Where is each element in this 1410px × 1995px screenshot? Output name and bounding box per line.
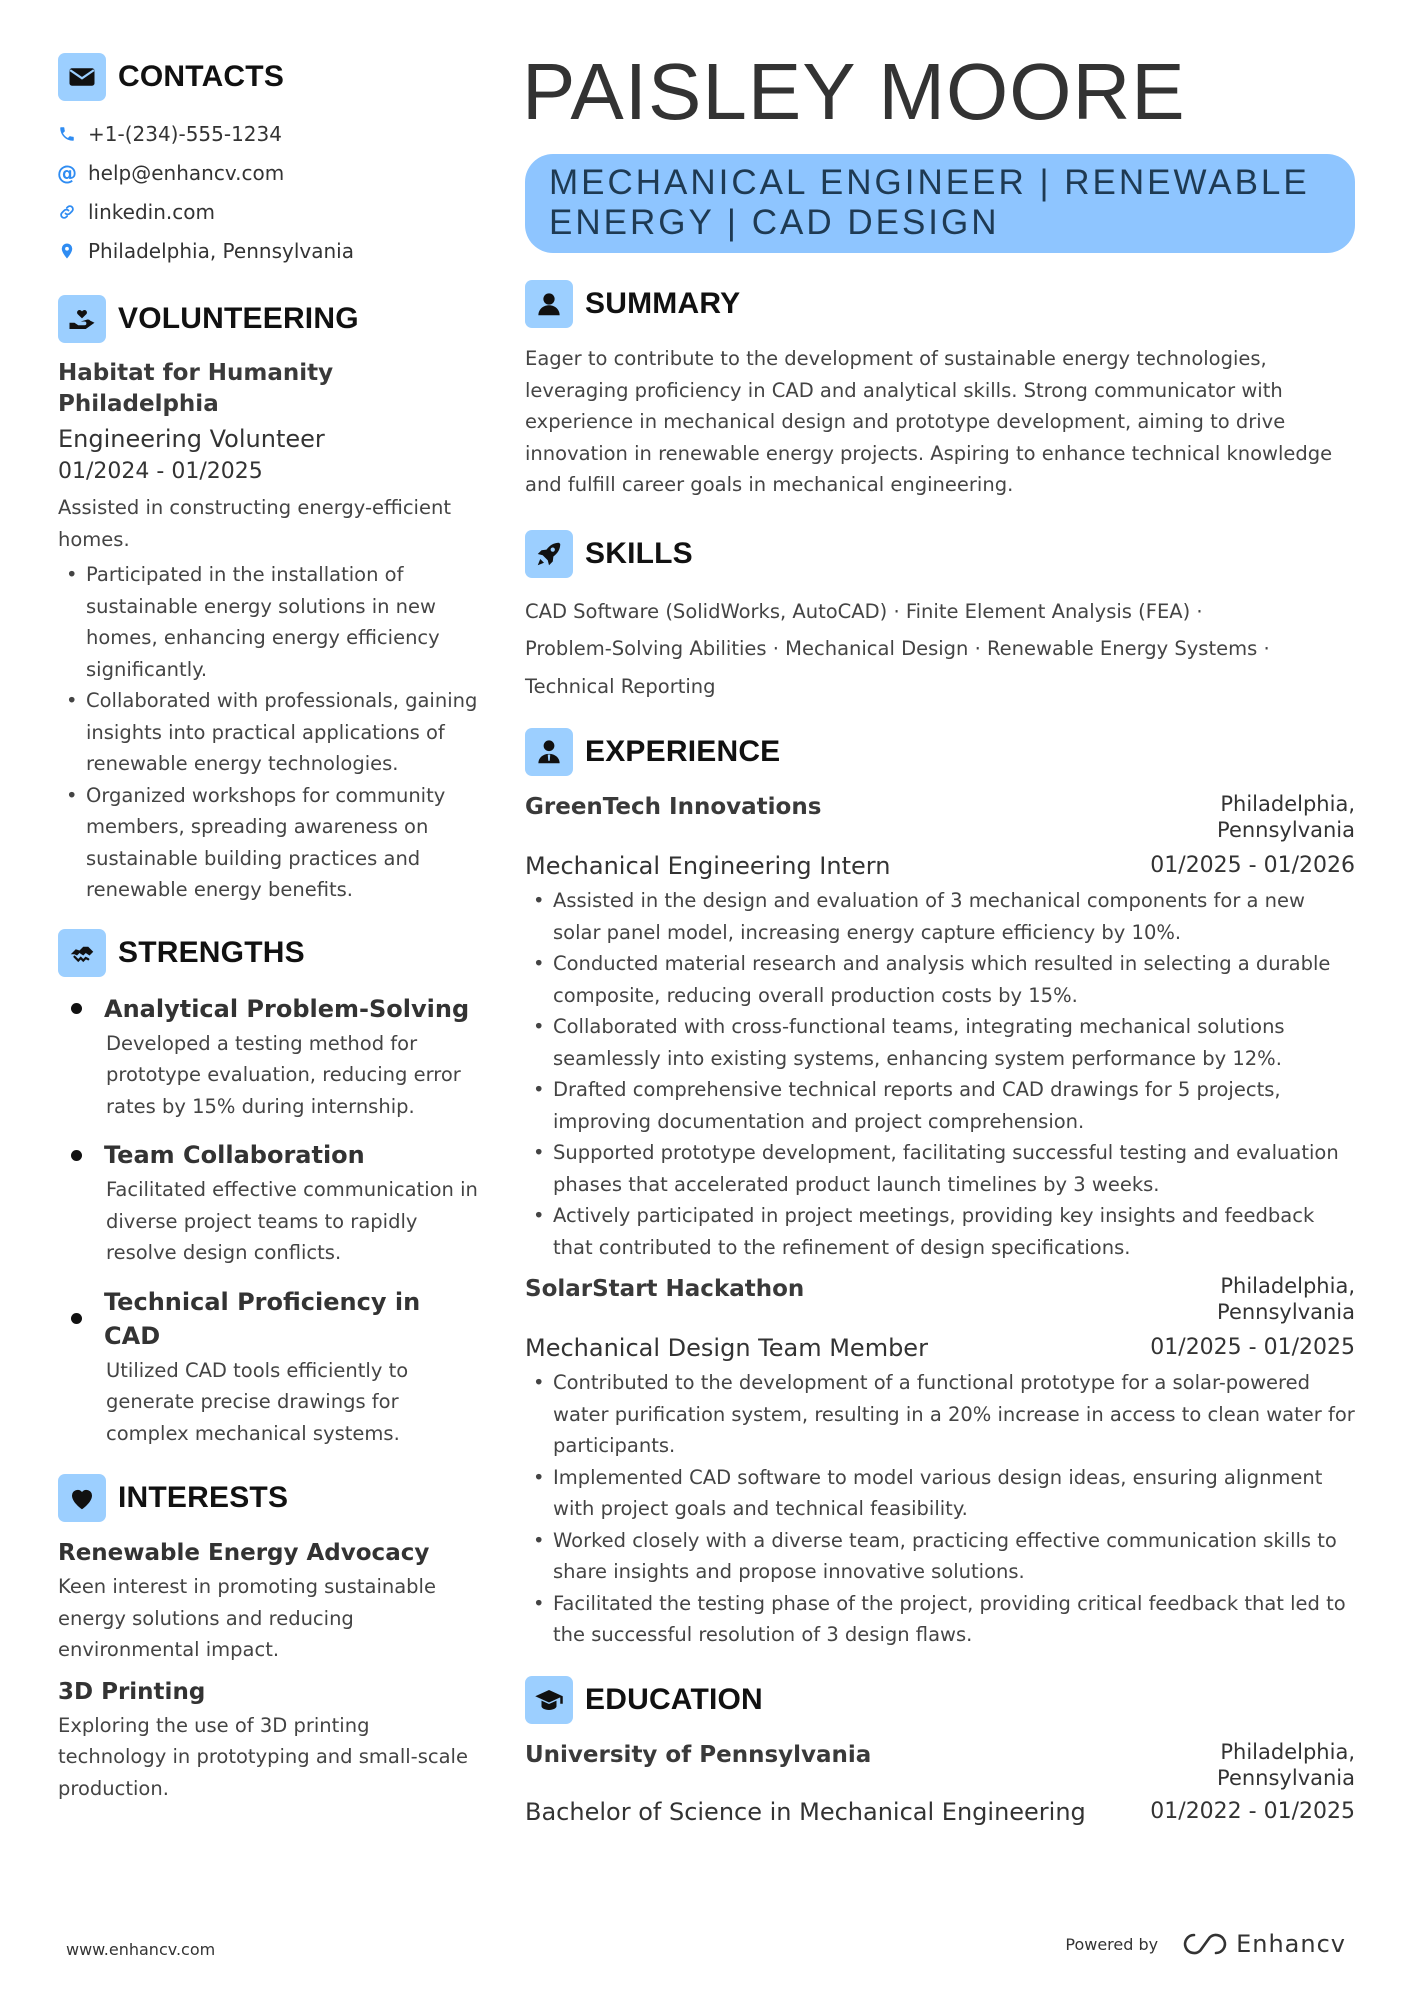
list-item: • Worked closely with a diverse team, practicing effective communication skills to share insights and propose innovative solutions. [525, 1525, 1355, 1588]
job-location [1217, 791, 1355, 843]
list-item: • Implemented CAD software to model various design ideas, ensuring alignment with project goals and technical feasibility. [525, 1462, 1355, 1525]
list-item: • Assisted in the design and evaluation of 3 mechanical components for a new solar panel model, increasing energy capture efficiency by 10%. [525, 885, 1355, 948]
skills-line: Technical Reporting [525, 674, 716, 698]
title-band [525, 154, 1355, 253]
education-dates: 01/2022 - 01/2025 [1150, 1798, 1355, 1824]
list-item: • Drafted comprehensive technical reports and CAD drawings for 5 projects, improving documentation and project comprehension. [525, 1074, 1355, 1137]
contacts-heading: CONTACTS [118, 60, 285, 93]
interest-title: Renewable Energy Advocacy [58, 1540, 430, 1566]
job-bullets [525, 1367, 1355, 1651]
education-section-head [525, 1675, 1355, 1725]
contact-location [58, 231, 478, 270]
experience-heading: EXPERIENCE [585, 735, 781, 768]
education-entry [525, 1739, 1355, 1829]
volunteering-section-head [58, 294, 478, 344]
company-name: GreenTech Innovations [525, 794, 822, 820]
list-item: • Supported prototype development, facilitating successful testing and evaluation phases that accelerated product launch timelines by 3 weeks. [525, 1137, 1355, 1200]
location-text: Philadelphia, Pennsylvania [88, 238, 354, 263]
list-item: • Collaborated with professionals, gaining insights into practical applications of renewable energy technologies. [58, 685, 478, 780]
summary-section-head [525, 279, 1355, 329]
brand-logo[interactable] [1182, 1930, 1346, 1958]
job-role: Mechanical Engineering Intern [525, 852, 891, 880]
school-location [1217, 1739, 1355, 1791]
link-icon [58, 202, 76, 222]
strength-item [58, 1285, 478, 1450]
job-dates: 01/2025 - 01/2026 [1150, 853, 1355, 878]
skills-list [525, 593, 1355, 706]
brand-name: Enhancv [1236, 1930, 1346, 1958]
contact-phone[interactable] [58, 114, 478, 153]
list-item: • Actively participated in project meetings, providing key insights and feedback that contributed to the refinement of design specifications. [525, 1200, 1355, 1263]
bullet-dot [71, 1150, 82, 1161]
summary-text: Eager to contribute to the development of sustainable energy technologies, leveraging proficiency in CAD and analytical skills. Strong communicator with experience in mechanical design and prototype development, aiming to drive innovation in renewable energy projects. Aspiring to enhance technical knowledge and fulfill career goals in mechanical engineering. [525, 347, 1333, 496]
location-line: Philadelphia, [1220, 792, 1355, 816]
strength-desc: Developed a testing method for prototype evaluation, reducing error rates by 15% during internship. [106, 1031, 461, 1118]
job-dates: 01/2025 - 01/2025 [1150, 1335, 1355, 1360]
map-pin-icon [58, 241, 76, 261]
school-name: University of Pennsylvania [525, 1741, 872, 1768]
handshake-icon [58, 929, 106, 977]
interest-desc: Exploring the use of 3D printing technology in prototyping and small-scale production. [58, 1713, 468, 1800]
heart-icon [58, 1474, 106, 1522]
strength-item [58, 992, 478, 1123]
hand-heart-icon [58, 295, 106, 343]
location-line: Pennsylvania [1217, 1765, 1355, 1790]
contacts-section-head [58, 52, 478, 102]
enhancv-logo-icon [1182, 1931, 1228, 1957]
skills-heading: SKILLS [585, 536, 693, 570]
interest-title: 3D Printing [58, 1678, 206, 1705]
volunteering-desc: Assisted in constructing energy-efficient homes. [58, 496, 451, 551]
contact-linkedin[interactable] [58, 192, 478, 231]
at-icon: @ [57, 160, 77, 185]
skills-section-head [525, 529, 1355, 579]
volunteering-org: Habitat for Humanity Philadelphia [58, 360, 334, 417]
bullet-dot [71, 1003, 82, 1014]
list-item: • Contributed to the development of a functional prototype for a solar-powered water purification system, resulting in a 20% increase in access to clean water for participants. [525, 1367, 1355, 1462]
job-title: MECHANICAL ENGINEER | RENEWABLE ENERGY | CAD DESIGN [549, 163, 1310, 242]
location-line: Philadelphia, [1220, 1274, 1355, 1298]
phone-text: +1-(234)-555-1234 [88, 121, 282, 146]
job-role: Mechanical Design Team Member [525, 1334, 928, 1362]
contact-email[interactable] [58, 153, 478, 192]
left-column [58, 52, 478, 1804]
footer-site-link[interactable]: www.enhancv.com [66, 1940, 216, 1959]
phone-icon [58, 124, 76, 144]
strength-title: Technical Proficiency in CAD [104, 1287, 421, 1350]
strength-item [58, 1138, 478, 1269]
strength-title: Analytical Problem-Solving [104, 994, 470, 1023]
job-location [1217, 1273, 1355, 1325]
location-line: Pennsylvania [1217, 818, 1355, 842]
envelope-icon [58, 53, 106, 101]
graduation-cap-icon [525, 1676, 573, 1724]
right-column [522, 47, 1355, 1829]
experience-section-head [525, 727, 1355, 777]
job-entry [525, 791, 1355, 1263]
education-heading: EDUCATION [585, 1682, 763, 1716]
email-text: help@enhancv.com [88, 160, 285, 185]
strength-desc: Facilitated effective communication in diverse project teams to rapidly resolve design conflicts. [106, 1178, 478, 1264]
linkedin-text: linkedin.com [88, 199, 215, 224]
summary-heading: SUMMARY [585, 287, 741, 320]
job-entry [525, 1273, 1355, 1651]
degree: Bachelor of Science in Mechanical Engineering [525, 1797, 1086, 1826]
strength-title: Team Collaboration [104, 1141, 365, 1169]
strengths-heading: STRENGTHS [118, 935, 305, 969]
location-line: Philadelphia, [1220, 1739, 1355, 1764]
volunteering-dates: 01/2024 - 01/2025 [58, 459, 263, 484]
footer-branding [1065, 1930, 1346, 1958]
job-bullets [525, 885, 1355, 1263]
location-line: Pennsylvania [1217, 1300, 1355, 1324]
list-item: • Conducted material research and analysis which resulted in selecting a durable composite, reducing overall production costs by 15%. [525, 948, 1355, 1011]
rocket-icon [525, 530, 573, 578]
skills-line: Problem-Solving Abilities · Mechanical Design · Renewable Energy Systems · [525, 637, 1270, 660]
bullet-dot [71, 1313, 82, 1324]
list-item: • Organized workshops for community members, spreading awareness on sustainable building practices and renewable energy benefits. [58, 780, 478, 906]
company-name: SolarStart Hackathon [525, 1276, 805, 1302]
interest-desc: Keen interest in promoting sustainable energy solutions and reducing environmental impact. [58, 1575, 436, 1661]
list-item: • Participated in the installation of sustainable energy solutions in new homes, enhancing energy efficiency significantly. [58, 559, 478, 685]
interest-item [58, 1537, 478, 1666]
user-icon [525, 280, 573, 328]
briefcase-user-icon [525, 728, 573, 776]
interests-heading: INTERESTS [118, 1481, 289, 1514]
volunteering-heading: VOLUNTEERING [118, 302, 359, 335]
powered-by-text: Powered by [1065, 1934, 1159, 1954]
list-item: • Facilitated the testing phase of the project, providing critical feedback that led to the successful resolution of 3 design flaws. [525, 1588, 1355, 1651]
candidate-name: PAISLEY MOORE [522, 47, 1186, 136]
volunteering-role: Engineering Volunteer [58, 425, 325, 453]
list-item: • Collaborated with cross-functional teams, integrating mechanical solutions seamlessly into existing systems, enhancing system performance by 12%. [525, 1011, 1355, 1074]
strengths-section-head [58, 928, 478, 978]
interest-item [58, 1676, 478, 1805]
strength-desc: Utilized CAD tools efficiently to generate precise drawings for complex mechanical systems. [106, 1358, 409, 1445]
interests-section-head [58, 1473, 478, 1523]
skills-line: CAD Software (SolidWorks, AutoCAD) · Finite Element Analysis (FEA) · [525, 599, 1203, 623]
volunteering-bullets [58, 559, 478, 906]
